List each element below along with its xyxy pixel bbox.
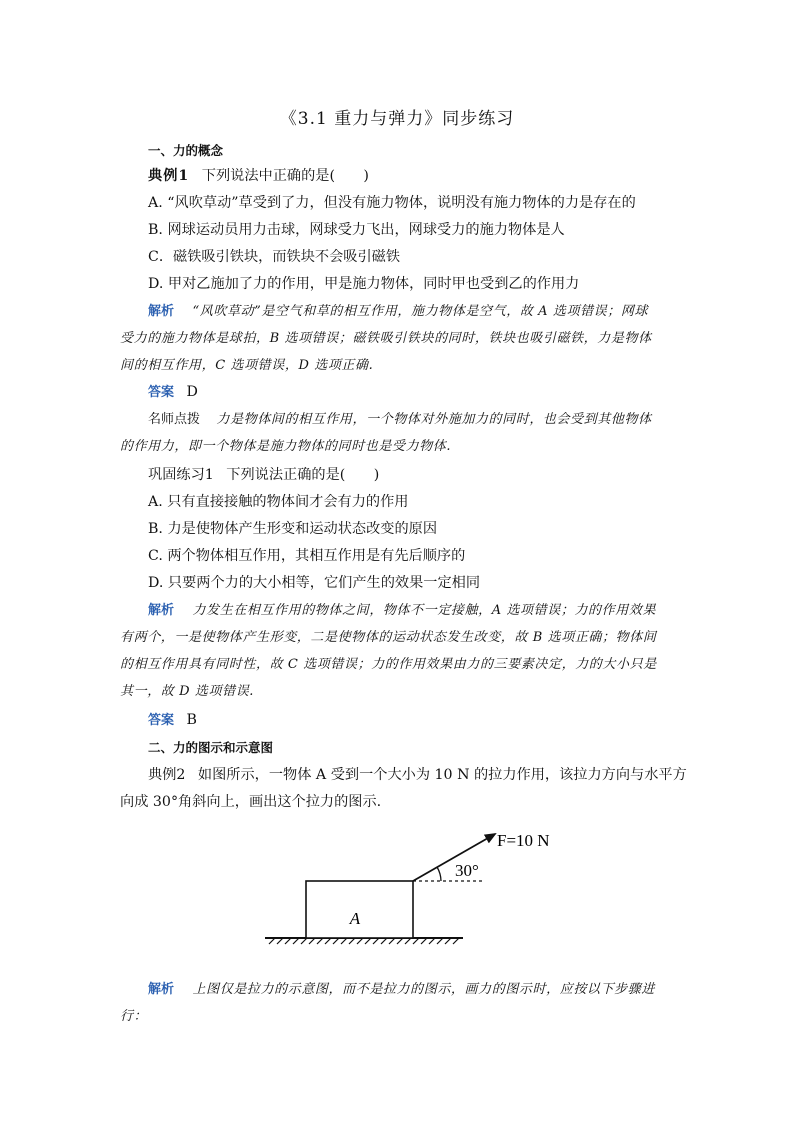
practice1-answer-label: 答案 bbox=[148, 713, 175, 728]
practice1-option-b: B. 力是使物体产生形变和运动状态改变的原因 bbox=[148, 521, 438, 537]
angle-label: 30° bbox=[455, 861, 479, 880]
example1-question: 下列说法中正确的是( ) bbox=[201, 168, 369, 184]
example1-analysis-text-1: “风吹草动”是空气和草的相互作用，施力物体是空气，故 A 选项错误；网球 bbox=[192, 304, 649, 319]
practice1-analysis-text-1: 力发生在相互作用的物体之间，物体不一定接触，A 选项错误；力的作用效果 bbox=[192, 603, 657, 618]
example1-tip-text-2: 的作用力，即一个物体是施力物体的同时也是受力物体. bbox=[120, 439, 452, 454]
example2-analysis-line-1 bbox=[148, 978, 655, 997]
practice1-analysis-text-4: 其一，故 D 选项错误. bbox=[120, 684, 255, 699]
example2-analysis-text-1: 上图仅是拉力的示意图，而不是拉力的图示，画力的图示时，应按以下步骤进 bbox=[192, 982, 655, 997]
practice1-analysis-line-1 bbox=[148, 599, 656, 618]
example1-answer: D bbox=[186, 384, 198, 400]
practice1-analysis-label: 解析 bbox=[148, 603, 175, 618]
practice1-option-a: A. 只有直接接触的物体间才会有力的作用 bbox=[148, 494, 409, 510]
practice1-question: 下列说法正确的是( ) bbox=[226, 467, 380, 483]
example1-analysis-text-2: 受力的施力物体是球拍，B 选项错误；磁铁吸引铁块的同时，铁块也吸引磁铁，力是物体 bbox=[120, 331, 652, 346]
example2-question-text-2: 向成 30°角斜向上，画出这个拉力的图示. bbox=[120, 794, 382, 810]
example1-answer-label: 答案 bbox=[148, 385, 175, 400]
example1-option-a: A. “风吹草动”草受到了力，但没有施力物体，说明没有施力物体的力是存在的 bbox=[148, 195, 636, 211]
example1-tip-label: 名师点拨 bbox=[148, 412, 201, 427]
example1-label: 典例1 bbox=[148, 168, 190, 184]
practice1-analysis-text-2: 有两个，一是使物体产生形变，二是使物体的运动状态发生改变，故 B 选项正确；物体间 bbox=[120, 630, 657, 645]
example2-question-line-1 bbox=[148, 764, 687, 784]
angle-arc bbox=[437, 867, 441, 881]
practice1-label: 巩固练习1 bbox=[148, 467, 214, 483]
example1-question-line bbox=[148, 165, 369, 185]
example1-option-d: D. 甲对乙施加了力的作用，甲是施力物体，同时甲也受到乙的作用力 bbox=[148, 276, 580, 292]
example1-answer-line bbox=[148, 381, 198, 400]
section-heading-2: 二、力的图示和示意图 bbox=[148, 740, 274, 755]
practice1-option-d: D. 只要两个力的大小相等，它们产生的效果一定相同 bbox=[148, 575, 481, 591]
example2-question-text-1: 如图所示，一物体 A 受到一个大小为 10 N 的拉力作用，该拉力方向与水平方 bbox=[197, 767, 687, 783]
page-title: 《3.1 重力与弹力》同步练习 bbox=[279, 109, 515, 129]
force-label: F=10 N bbox=[497, 831, 550, 850]
example1-analysis-line-1 bbox=[148, 300, 648, 319]
example1-option-b: B. 网球运动员用力击球，网球受力飞出，网球受力的施力物体是人 bbox=[148, 222, 565, 238]
example1-option-c: C．磁铁吸引铁块，而铁块不会吸引磁铁 bbox=[148, 249, 401, 265]
practice1-analysis-text-3: 的相互作用具有同时性，故 C 选项错误；力的作用效果由力的三要素决定，力的大小只是 bbox=[120, 657, 657, 672]
section-heading-1: 一、力的概念 bbox=[148, 143, 224, 158]
example1-analysis-label: 解析 bbox=[148, 304, 175, 319]
practice1-option-c: C. 两个物体相互作用，其相互作用是有先后顺序的 bbox=[148, 548, 466, 564]
practice1-answer: B bbox=[186, 712, 197, 728]
force-diagram bbox=[255, 820, 575, 950]
practice1-answer-line bbox=[148, 709, 197, 728]
block-label: A bbox=[349, 909, 361, 928]
example2-analysis-label: 解析 bbox=[148, 982, 175, 997]
example1-analysis-text-3: 间的相互作用，C 选项错误，D 选项正确. bbox=[120, 358, 374, 373]
example1-tip-line-1 bbox=[148, 408, 652, 427]
force-arrow bbox=[413, 834, 495, 881]
example1-tip-text-1: 力是物体间的相互作用，一个物体对外施加力的同时，也会受到其他物体 bbox=[216, 412, 652, 427]
example2-label: 典例2 bbox=[148, 767, 186, 783]
example2-analysis-text-2: 行： bbox=[120, 1009, 148, 1024]
practice1-question-line bbox=[148, 464, 379, 484]
